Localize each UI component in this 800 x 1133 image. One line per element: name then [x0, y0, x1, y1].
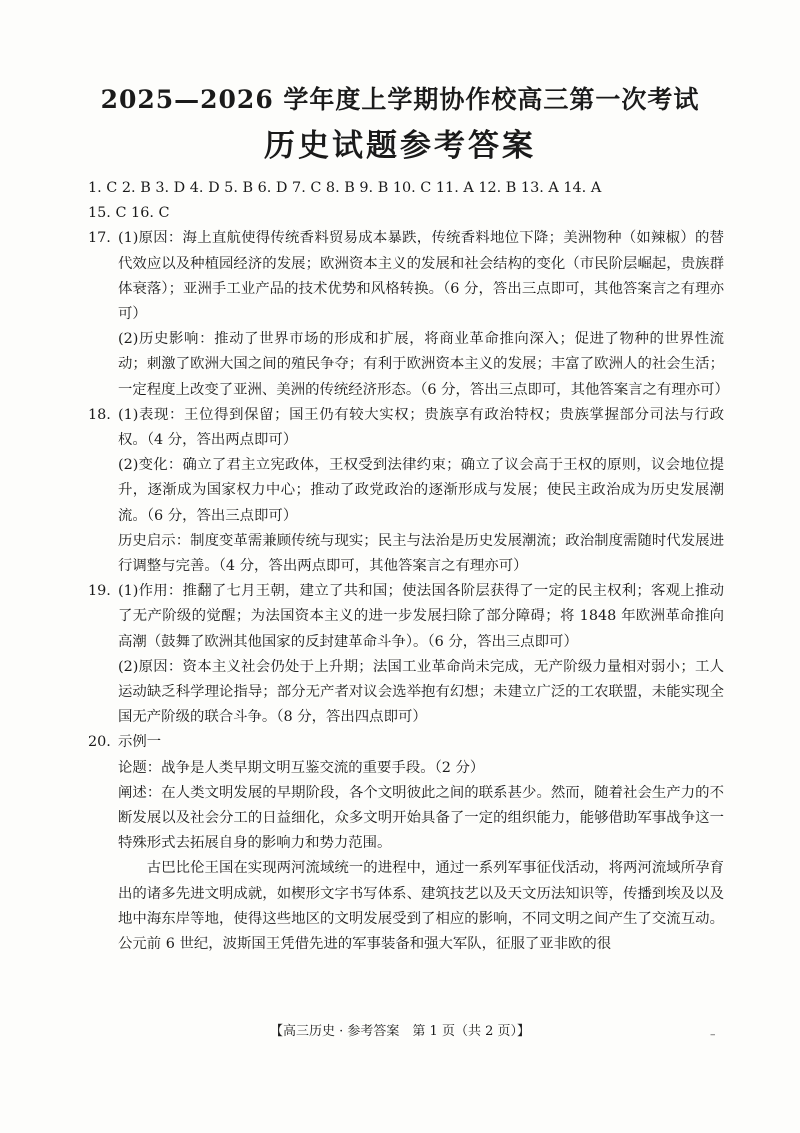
- q18-part-1: (1)表现：王位得到保留；国王仍有较大实权；贵族享有政治特权；贵族掌握部分司法与行政权。（4 分，答出两点即可）: [118, 406, 724, 449]
- exam-title: 2025—2026 学年度上学期协作校高三第一次考试: [100, 85, 700, 114]
- question-19: [88, 579, 724, 730]
- question-20-body: [88, 756, 724, 958]
- choice-answers-line-1: 1. C 2. B 3. D 4. D 5. B 6. D 7. C 8. B 9. B 10. C 11. A 12. B 13. A 14. A: [88, 180, 602, 196]
- q20-example: 示例一: [118, 734, 162, 751]
- q18-part-2: (2)变化：确立了君主立宪政体，王权受到法律约束；确立了议会高于王权的原则，议会地位提升，逐渐成为国家权力中心；推动了政党政治的逐渐形成与发展；使民主政治成为历史发展潮流。（6 分，答出三点即可）: [118, 457, 724, 524]
- choice-answers-line-2: 15. C 16. C: [88, 205, 170, 222]
- page-footer: 【高三历史 · 参考答案 第 1 页（共 2 页）】: [270, 1024, 530, 1039]
- corner-mark: –: [710, 1028, 716, 1041]
- q20-elaboration: 阐述：在人类文明发展的早期阶段，各个文明彼此之间的联系甚少。然而，随着社会生产力的不断发展以及社会分工的日益细化，众多文明开始具备了一定的组织能力，能够借助军事战争这一特殊形式去拓展自身的影响力和势力范围。: [118, 784, 724, 852]
- question-20: [88, 730, 724, 755]
- question-number: 19.: [88, 583, 111, 600]
- q19-part-1: (1)作用：推翻了七月王朝，建立了共和国；使法国各阶层获得了一定的民主权利；客观上推动了无产阶级的觉醒；为法国资本主义的进一步发展扫除了部分障碍；将 1848 年欧洲革命推向高潮（鼓舞了欧洲其他国家的反封建革命斗争）。（6 分，答出三点即可）: [118, 583, 724, 650]
- q17-part-1: (1)原因：海上直航使得传统香料贸易成本暴跌，传统香料地位下降；美洲物种（如辣椒）的替代效应以及种植园经济的发展；欧洲资本主义的发展和社会结构的变化（市民阶层崛起，贵族群体衰落）；亚洲手工业产品的技术优势和风格转换。（6 分，答出三点即可，其他答案言之有理亦可）: [118, 230, 724, 323]
- question-18: [88, 403, 724, 579]
- question-number: 20.: [88, 734, 111, 751]
- question-number: 17.: [88, 230, 111, 247]
- q18-part-3: 历史启示：制度变革需兼顾传统与现实；民主与法治是历史发展潮流；政治制度需随时代发展进行调整与完善。（4 分，答出两点即可，其他答案言之有理亦可）: [118, 532, 724, 575]
- answer-content: [88, 176, 729, 957]
- q17-part-2: (2)历史影响：推动了世界市场的形成和扩展，将商业革命推向深入；促进了物种的世界性流动；刺激了欧洲大国之间的殖民争夺；有利于欧洲资本主义的发展；丰富了欧洲人的社会生活；一定程度上改变了亚洲、美洲的传统经济形态。（6 分，答出三点即可，其他答案言之有理亦可）: [118, 331, 729, 398]
- q19-part-2: (2)原因：资本主义社会仍处于上升期；法国工业革命尚未完成，无产阶级力量相对弱小；工人运动缺乏科学理论指导；部分无产者对议会选举抱有幻想；未建立广泛的工农联盟，未能实现全国无产阶级的联合斗争。（8 分，答出四点即可）: [118, 658, 724, 726]
- question-number: 18.: [88, 406, 111, 423]
- q20-paragraph: 古巴比伦王国在实现两河流域统一的进程中，通过一系列军事征伐活动，将两河流域所孕育出的诸多先进文明成就，如楔形文字书写体系、建筑技艺以及天文历法知识等，传播到埃及以及地中海东岸等地，使得这些地区的文明发展受到了相应的影响，不同文明之间产生了交流互动。公元前 6 世纪，波斯国王凭借先进的军事装备和强大军队，征服了亚非欧的很: [118, 860, 724, 953]
- q20-thesis: 论题：战争是人类早期文明互鉴交流的重要手段。（2 分）: [118, 759, 485, 776]
- question-17: [88, 226, 729, 402]
- page-title: 历史试题参考答案: [264, 128, 536, 164]
